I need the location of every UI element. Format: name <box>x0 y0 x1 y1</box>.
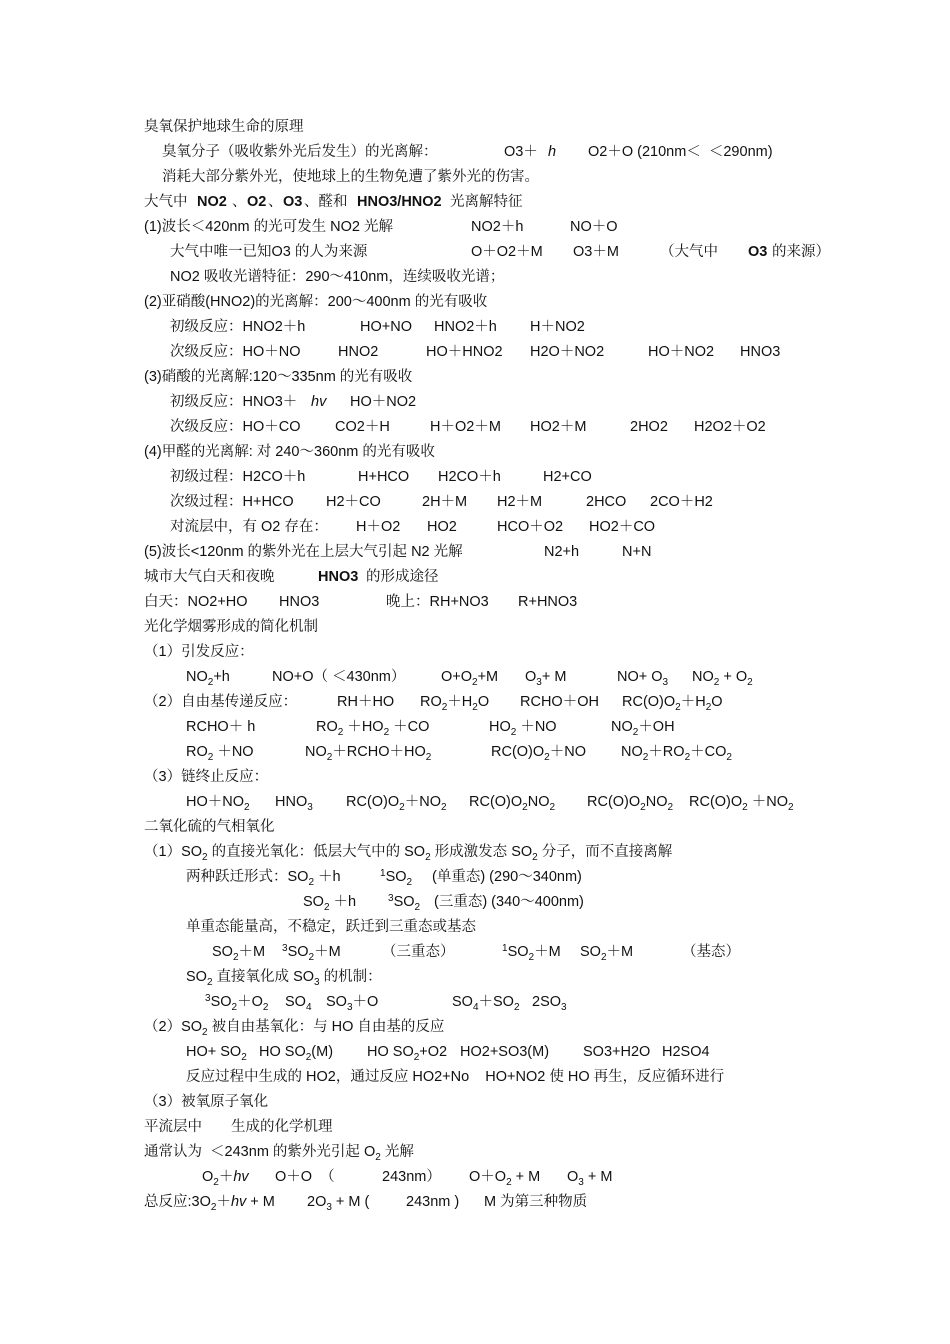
text-segment: 大气中 <box>144 194 192 210</box>
text-segment: 的形成途径 <box>362 569 439 585</box>
text-segment: SO3+H2O <box>583 1044 651 1060</box>
text-line <box>0 717 950 739</box>
text-segment: （三重态） <box>382 944 455 960</box>
text-segment: 初级过程：H2CO＋h <box>170 469 306 485</box>
text-segment: O3 <box>748 244 768 260</box>
text-segment: N2+h <box>544 544 580 560</box>
text-segment: （3）被氧原子氧化 <box>144 1094 269 1110</box>
text-segment: $RC(O)O_2NO_2$ <box>469 794 556 813</box>
text-line <box>0 242 950 264</box>
text-segment: H＋O2＋M <box>430 419 501 435</box>
text-segment: H2O2＋O2 <box>694 419 766 435</box>
text-segment: HO2＋CO <box>589 519 656 535</box>
text-segment: NO2＋h <box>471 219 524 235</box>
text-line <box>0 1067 950 1089</box>
text-segment: NO+O（ ＜430nm） <box>272 669 406 685</box>
text-segment: 次级反应：HO＋CO <box>170 419 301 435</box>
text-segment: HO＋NO2 <box>350 394 417 410</box>
text-segment: $^1SO_2+M$ <box>502 943 561 963</box>
text-segment: $RC(O)O_2+H_2O$ <box>622 694 723 713</box>
text-segment: 光化学烟雾形成的简化机制 <box>144 619 318 635</box>
text-segment: O3＋M <box>573 244 619 260</box>
text-segment: HO＋HNO2 <box>426 344 503 360</box>
text-segment: H2+CO <box>543 469 592 485</box>
text-segment: 单重态能量高，不稳定，跃迁到三重态或基态 <box>186 919 476 935</box>
text-segment: $SO_2+M$ <box>212 944 266 963</box>
text-segment: (单重态) (290～340nm) <box>432 869 582 885</box>
text-segment: 光离解特征 <box>446 194 523 210</box>
text-segment: HO2+SO3(M) <box>460 1044 550 1060</box>
text-segment: $HO+NO_2$ <box>186 794 250 813</box>
text-segment: H+HCO <box>358 469 410 485</box>
text-segment: HNO2 <box>338 344 379 360</box>
text-line <box>0 567 950 589</box>
text-segment: $2O_3 + M$ ( <box>307 1194 370 1213</box>
text-line <box>0 167 950 189</box>
text-segment: O2＋O (210nm＜ ＜290nm) <box>588 144 773 160</box>
text-segment: 臭氧保护地球生命的原理 <box>144 119 304 135</box>
text-line <box>0 642 950 664</box>
text-segment: HNO3 <box>740 344 781 360</box>
text-segment: O＋O （ <box>275 1169 335 1185</box>
text-segment: HNO3 <box>318 569 359 585</box>
text-line <box>0 1092 950 1114</box>
text-segment: $NO_2+RO_2+CO_2$ <box>621 744 732 763</box>
text-segment: HNO3/HNO2 <box>357 194 442 210</box>
text-line <box>0 392 950 414</box>
text-line <box>0 442 950 464</box>
text-line <box>0 217 950 239</box>
text-segment: $O_3 + M$ <box>567 1169 613 1188</box>
text-segment: 平流层中 <box>144 1119 202 1135</box>
text-segment: (三重态) (340～400nm) <box>434 894 584 910</box>
text-segment: $O+O_2 + M$ <box>469 1169 541 1188</box>
text-segment: HO2 <box>427 519 457 535</box>
text-line <box>0 992 950 1014</box>
text-segment: HCO＋O2 <box>497 519 564 535</box>
text-segment: $O+O_2+M$ <box>441 669 499 688</box>
text-segment: 、 <box>268 194 283 210</box>
text-segment: 2HCO <box>586 494 627 510</box>
text-segment: $HNO_3$ <box>275 794 313 813</box>
text-line <box>0 1142 950 1164</box>
text-segment: O＋O2＋M <box>471 244 543 260</box>
text-segment: $2SO_3$ <box>532 994 567 1013</box>
text-segment: $NO_2+RCHO+HO_2$ <box>305 744 432 763</box>
text-segment: O3＋ <box>504 144 538 160</box>
text-segment: $O_3+ M$ <box>525 669 567 688</box>
text-segment: NO2 吸收光谱特征：290～410nm，连续吸收光谱； <box>170 269 505 285</box>
text-segment: RH＋HO <box>337 694 395 710</box>
text-segment: N+N <box>622 544 652 560</box>
text-segment: （1）引发反应： <box>144 644 254 660</box>
text-segment: 243nm） <box>382 1169 441 1185</box>
text-segment: H2＋M <box>497 494 543 510</box>
text-segment: $NO+ O_3$ <box>617 669 669 688</box>
text-segment: RCHO＋ h <box>186 719 256 735</box>
text-segment: （基态） <box>682 944 740 960</box>
text-segment: 初级反应：HNO2＋h <box>170 319 306 335</box>
text-segment: 初级反应：HNO3＋ <box>170 394 298 410</box>
text-segment: 白天：NO2+HO <box>144 594 248 610</box>
text-line <box>0 542 950 564</box>
text-segment: O2 <box>247 194 267 210</box>
text-line <box>0 592 950 614</box>
text-segment: h <box>548 144 557 160</box>
text-segment: 臭氧分子（吸收紫外光后发生）的光离解： <box>162 144 438 160</box>
text-segment: 2H＋M <box>422 494 468 510</box>
text-line <box>0 1192 950 1214</box>
text-segment: $^3SO_2+M$ <box>282 943 341 963</box>
text-segment: $O_2+hv$ <box>202 1169 249 1188</box>
text-segment: $HO_2 +NO$ <box>489 719 557 738</box>
text-segment: $NO_2 + O_2$ <box>692 669 753 688</box>
text-segment: 生成的化学机理 <box>231 1119 333 1135</box>
text-segment: 2CO＋H2 <box>650 494 713 510</box>
text-segment: $RC(O)O_2NO_2$ <box>587 794 674 813</box>
text-segment: $SO_4+SO_2$ <box>452 994 520 1013</box>
text-line <box>0 942 950 964</box>
text-segment: 总反应$:3O_2+hv + M$ <box>144 1194 275 1213</box>
text-segment: $SO_2+M$ <box>580 944 634 963</box>
text-segment: (3)硝酸的光离解:120～335nm 的光有吸收 <box>144 369 413 385</box>
text-segment: $RC(O)O_2+NO$ <box>491 744 586 763</box>
text-segment: hv <box>311 394 327 410</box>
text-segment: $RC(O)O_2 +NO_2$ <box>689 794 794 813</box>
text-segment: HO $SO_2(M)$ <box>259 1044 334 1063</box>
text-segment: 2HO2 <box>630 419 668 435</box>
text-line <box>0 117 950 139</box>
text-line <box>0 792 950 814</box>
text-segment: (4)甲醛的光离解: 对 240～360nm 的光有吸收 <box>144 444 435 460</box>
text-segment: 、醛和 <box>304 194 352 210</box>
text-line <box>0 742 950 764</box>
text-segment: R+HNO3 <box>518 594 578 610</box>
text-segment: 次级反应：HO＋NO <box>170 344 301 360</box>
text-segment: 对流层中，有 O2 存在： <box>170 519 328 535</box>
text-segment: $RO_2 +NO$ <box>186 744 254 763</box>
text-segment: $SO_2$ 直接氧化成 $SO_3$ 的机制： <box>186 969 382 988</box>
text-segment: CO2＋H <box>335 419 390 435</box>
text-segment: (5)波长<120nm 的紫外光在上层大气引起 N2 光解 <box>144 544 463 560</box>
text-line <box>0 1117 950 1139</box>
text-segment: $RC(O)O_2+NO_2$ <box>346 794 447 813</box>
text-line <box>0 142 950 164</box>
text-segment: （大气中 <box>660 244 723 260</box>
text-line <box>0 417 950 439</box>
text-line <box>0 267 950 289</box>
text-line <box>0 892 950 914</box>
text-segment: （3）链终止反应： <box>144 769 269 785</box>
text-segment: HNO3 <box>279 594 320 610</box>
text-line <box>0 467 950 489</box>
text-segment: 二氧化硫的气相氧化 <box>144 819 275 835</box>
text-segment: （2）自由基传递反应： <box>144 694 298 710</box>
text-segment: 反应过程中生成的 HO2，通过反应 HO2+No HO+NO2 使 HO 再生，反应循环进行 <box>186 1069 725 1085</box>
text-segment: 次级过程：H+HCO <box>170 494 294 510</box>
text-line <box>0 842 950 864</box>
text-line <box>0 192 950 214</box>
text-line <box>0 492 950 514</box>
text-segment: HNO2＋h <box>434 319 497 335</box>
text-line <box>0 317 950 339</box>
text-segment: $SO_2 +h$ <box>303 894 357 913</box>
text-segment: RCHO＋OH <box>520 694 599 710</box>
text-segment: $(2)SO_2$ 被自由基氧化：与 HO 自由基的反应 <box>144 1019 445 1038</box>
text-segment: 大气中唯一已知O3 的人为来源 <box>170 244 368 260</box>
text-segment: 、 <box>232 194 247 210</box>
text-line <box>0 867 950 889</box>
text-line <box>0 617 950 639</box>
text-segment: 晚上：RH+NO3 <box>386 594 489 610</box>
text-segment: $^1SO_2$ <box>380 868 413 888</box>
text-segment: $HO+ SO_2$ <box>186 1044 247 1063</box>
text-segment: $NO_2+OH$ <box>611 719 675 738</box>
text-segment: H＋NO2 <box>530 319 585 335</box>
text-segment: HO＋NO2 <box>648 344 715 360</box>
text-line <box>0 817 950 839</box>
text-segment: H2SO4 <box>662 1044 710 1060</box>
text-segment: $^3SO_2+O_2$ <box>205 993 269 1013</box>
text-segment: HO $SO_2+O2$ <box>367 1044 448 1063</box>
text-segment: (1)波长＜420nm 的光可发生 NO2 光解 <box>144 219 393 235</box>
text-segment: 的来源） <box>768 244 831 260</box>
text-segment: HO2＋M <box>530 419 587 435</box>
text-segment: M 为第三种物质 <box>484 1194 588 1210</box>
text-line <box>0 692 950 714</box>
text-segment: H2＋CO <box>326 494 381 510</box>
text-segment: 两种跃迁形式：$SO_2 +h$ <box>186 869 341 888</box>
text-segment: H2CO＋h <box>438 469 501 485</box>
text-segment: (2)亚硝酸(HNO2)的光离解：200～400nm 的光有吸收 <box>144 294 488 310</box>
text-segment: $(1)SO_2$ 的直接光氧化：低层大气中的 $SO_2$ 形成激发态 $SO_2$ 分子，而不直接离解 <box>144 844 673 863</box>
text-segment: 消耗大部分紫外光，使地球上的生物免遭了紫外光的伤害。 <box>162 169 539 185</box>
text-segment: 城市大气白天和夜晚 <box>144 569 279 585</box>
text-line <box>0 967 950 989</box>
text-line <box>0 367 950 389</box>
text-segment: NO＋O <box>570 219 618 235</box>
text-segment: $SO_3+O$ <box>326 994 379 1013</box>
text-line <box>0 767 950 789</box>
text-line <box>0 1017 950 1039</box>
text-segment: H＋O2 <box>356 519 401 535</box>
text-line <box>0 342 950 364</box>
text-segment: O3 <box>283 194 303 210</box>
text-line <box>0 917 950 939</box>
text-line <box>0 667 950 689</box>
text-segment: $RO_2+H_2O$ <box>420 694 490 713</box>
text-segment: $NO_2+h$ <box>186 669 230 688</box>
text-segment: H2O＋NO2 <box>530 344 605 360</box>
text-segment: $^3SO_2$ <box>388 893 421 913</box>
text-segment: 243nm ) <box>406 1194 460 1210</box>
text-segment: $SO_4$ <box>285 994 312 1013</box>
text-segment: NO2 <box>197 194 227 210</box>
text-segment: 通常认为 ＜243nm 的紫外光引起 $O_2$ 光解 <box>144 1144 414 1163</box>
text-line <box>0 517 950 539</box>
text-line <box>0 1167 950 1189</box>
text-segment: HO+NO <box>360 319 412 335</box>
text-line <box>0 1042 950 1064</box>
text-line <box>0 292 950 314</box>
text-segment: $RO_2 +HO_2 +CO$ <box>316 719 430 738</box>
